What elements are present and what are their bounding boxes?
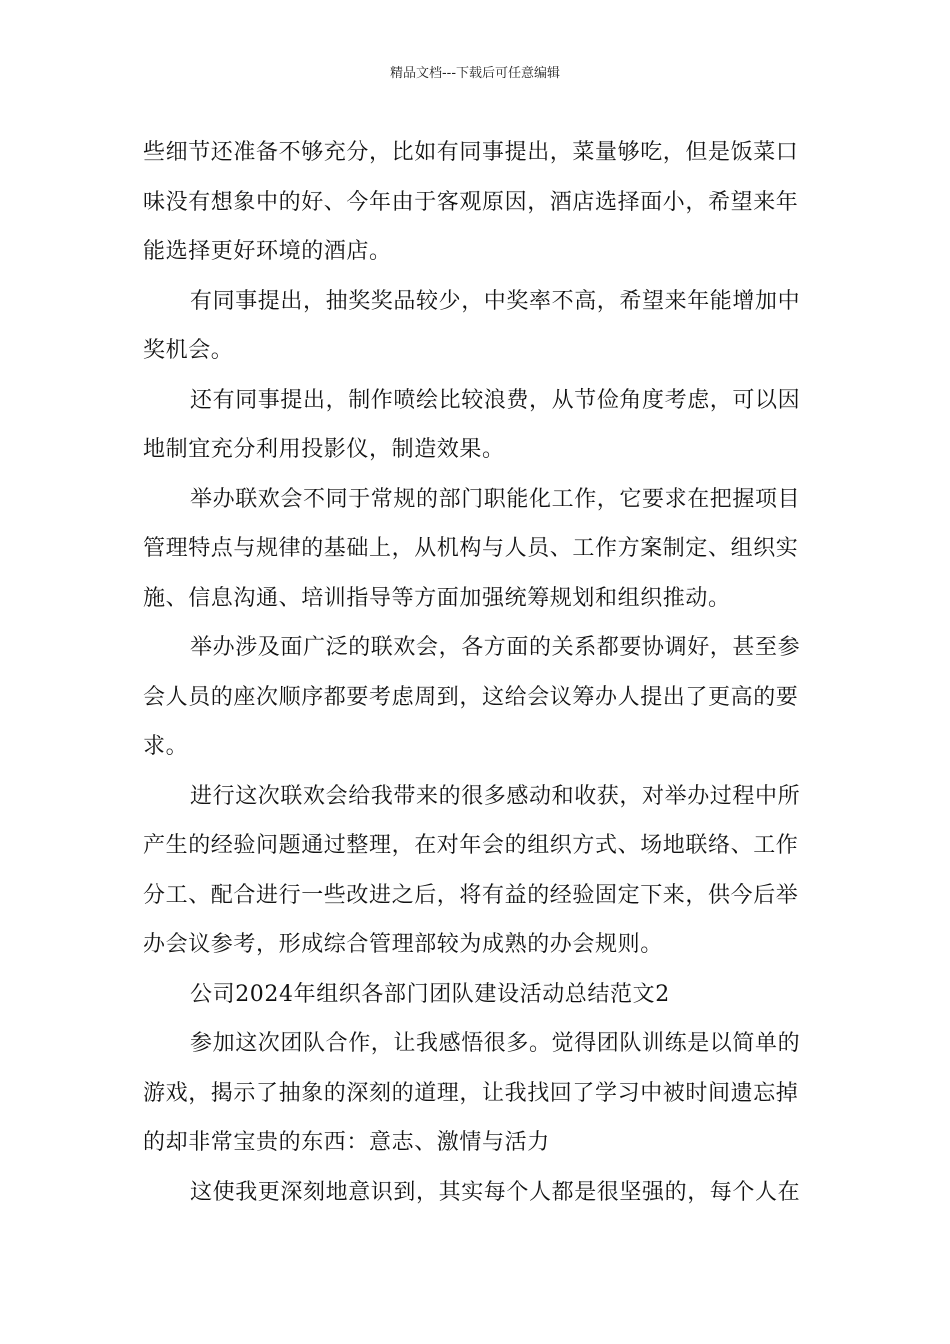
text-line: 的却非常宝贵的东西：意志、激情与活力	[143, 1130, 550, 1155]
text-line: 奖机会。	[143, 338, 234, 363]
text-line: 会人员的座次顺序都要考虑周到，这给会议筹办人提出了更高的要	[143, 684, 799, 710]
page-header: 精品文档---下载后可任意编辑	[389, 66, 561, 81]
paragraph-first-line: 参加这次团队合作，让我感悟很多。觉得团队训练是以简单的	[190, 1031, 801, 1056]
text-line: 施、信息沟通、培训指导等方面加强统筹规划和组织推动。	[143, 585, 731, 611]
paragraph-first-line: 进行这次联欢会给我带来的很多感动和收获，对举办过程中所	[190, 783, 801, 809]
text-line: 管理特点与规律的基础上，从机构与人员、工作方案制定、组织实	[143, 536, 799, 561]
text-line: 分工、配合进行一些改进之后，将有益的经验固定下来，供今后举	[143, 882, 799, 908]
paragraph-first-line: 举办涉及面广泛的联欢会，各方面的关系都要协调好，甚至参	[190, 635, 801, 660]
paragraph-first-line: 还有同事提出，制作喷绘比较浪费，从节俭角度考虑，可以因	[190, 387, 801, 413]
text-line: 办会议参考，形成综合管理部较为成熟的办会规则。	[143, 932, 663, 957]
section-heading: 公司2024年组织各部门团队建设活动总结范文2	[190, 981, 670, 1007]
paragraph-first-line: 有同事提出，抽奖奖品较少，中奖率不高，希望来年能增加中	[190, 288, 801, 314]
paragraph-first-line: 举办联欢会不同于常规的部门职能化工作，它要求在把握项目	[190, 486, 801, 512]
text-line: 产生的经验问题通过整理，在对年会的组织方式、场地联络、工作	[143, 833, 799, 858]
text-line: 能选择更好环境的酒店。	[143, 239, 392, 264]
text-line: 求。	[143, 734, 189, 759]
document-body	[143, 128, 810, 1217]
paragraph-first-line: 这使我更深刻地意识到，其实每个人都是很坚强的，每个人在	[190, 1179, 801, 1205]
text-line: 地制宜充分利用投影仪，制造效果。	[143, 437, 505, 462]
text-line: 游戏，揭示了抽象的深刻的道理，让我找回了学习中被时间遗忘掉	[143, 1080, 799, 1106]
text-line: 味没有想象中的好、今年由于客观原因，酒店选择面小，希望来年	[143, 189, 799, 215]
text-line: 些细节还准备不够充分，比如有同事提出，菜量够吃，但是饭菜口	[143, 140, 799, 165]
